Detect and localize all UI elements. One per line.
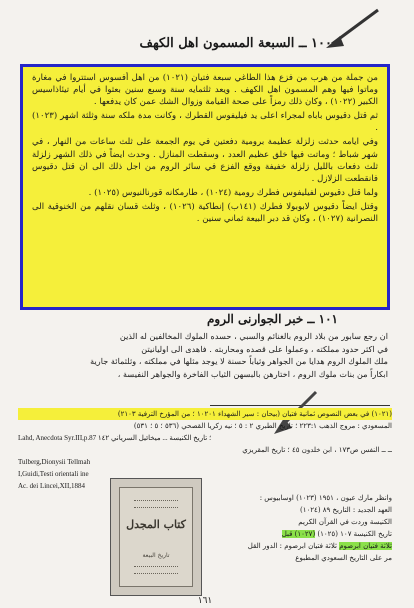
section-heading: ١٠٠ ــ السبعة المسمون اهل الكهف <box>139 36 332 51</box>
highlight-paragraph: وقتل ايضاً دقيوس لابوبولا فطرك (١٤١ب) إنطاكية (١٠٢٦) ، وثلث قسان نقلهم من الخنوقية الى النصرانية (١٠٢٧) ، وكان قد دبر البيعة ثماني سنين . <box>32 201 378 225</box>
highlighted-text <box>32 72 378 302</box>
footnotes <box>18 408 392 590</box>
footnote-line: وانظر مارك عيون ، ١٩٥١ (١٠٢٣) اوسابيوس : <box>259 494 392 502</box>
ornament-bottom <box>134 566 178 574</box>
footnote-line: العهد الجديد : التاريخ ٨٩ (١٠٢٤) <box>300 506 392 514</box>
body-line: في اكثر حدود مملكته ، وعملوا على قصده ومحاربته . فاهدى الى اوليانيتن <box>141 343 388 354</box>
footnote-line: Tulberg,Dionysii Tellmah <box>18 458 91 466</box>
footnote-green-highlight: (١٠٢٧) قبل <box>281 530 316 538</box>
footnote-line: مر على التاريخ السعودي المطبوع <box>295 554 392 562</box>
book-cover-image <box>110 478 202 596</box>
footnote-line-text: تاريخ الكنيسة ١٠٧ (١٠٢٥) <box>317 530 392 538</box>
footnote-line: المسعودي : مروج الذهب ٢٢٣:١ ؛ تاريخ الطبري ٢ : ٥ ؛ نيه زكريا القصحي (٥٣٦ ؛ ٥ ؛ ٥٣١) <box>133 422 392 430</box>
book-cover-title: كتاب المجدل <box>126 518 186 531</box>
body-line: ملك الملوك الروم هدايا من الجواهر وثياباً حسنة لا يوجد مثلها في مملكته ، وثلثمائة جارية <box>90 356 388 367</box>
book-cover-frame <box>119 487 193 587</box>
footnote-line-text: ثلاثة فتيان ابرصوم : الدور القل <box>247 542 337 550</box>
body-text <box>18 330 388 400</box>
footnote-line: Ac. dei Lincei,XII,1884 <box>18 482 86 490</box>
footnote-line: (١٠٢١) في بعض النصوص ثمانية فتيان (بيحان : سير الشهداء ١٠٢٠١ ؛ من المؤرخ الترفية ٢١٠٣) <box>18 408 392 420</box>
book-cover-subtitle: تاريخ البيعة <box>142 552 170 559</box>
footnote-line: ــ ــ النفس ص١٧٣ ، ابن خلدون ٤٥ ؛ تاريخ المقريزي <box>242 446 392 454</box>
footnote-green-highlight: ثلاثة فتيان ابرصوم <box>339 542 392 550</box>
highlight-paragraph: وفي ايامه حدثت زلزلة عظيمة برومية دفعتين في يوم الجمعة على ثلث ساعات من النهار ، في شهر شباط ؛ وماتت فيها خلق عظيم العدد ، وسقطت المنازل . وحدث ايضاً في ذلك الشهر زلزلة ثلث دفعات بالليل زلزلة خفيفة ووقع الفزع في سائر الروم من اجل ذلك الى ان قتل دقيوس فانقطعت الزلازل . <box>32 137 378 184</box>
footnote-line <box>18 540 392 552</box>
highlight-paragraph: ولما قتل دقيوس لفيليفوس فطرك رومية (١٠٢٤) ، طارمكانه قورنالنيوس (١٠٢٥) . <box>88 187 378 198</box>
highlight-paragraph: ثم قتل دقيوس باباه لمجراء اعلى يد فيليفوس القطرك ، وكانت مدة ملكه سنة وثلثة اشهر (١٠٢٣) . <box>32 111 378 134</box>
page-number: ١٦١ <box>197 596 213 606</box>
ornament-top <box>134 500 178 508</box>
section-heading-2: ١٠١ ــ خبر الجوارنى الروم <box>207 312 338 326</box>
footnote-line: I,Guidi,Testi orientali ine <box>18 470 89 478</box>
footnote-line: Lahd, Anecdota Syr.III,p.87 ؛ تاريخ الكنيسة ... ميخائيل السرياني ١٤٢ <box>18 434 212 442</box>
footnote-line: الكنيسة وردت في القرآن الكريم <box>298 518 392 526</box>
body-line: ان رجع سابور من بلاد الروم بالغنائم والسبي ، حسده الملوك المخالفين له الذين <box>119 331 388 341</box>
footnote-line <box>18 528 392 540</box>
highlight-paragraph: من جملة من هرب من فزع هذا الطاغي سبعة فتيان (١٠٢١) من اهل أفسوس استتروا في مغارة وماتوا فيها وهم المسمون اهل الكهف . ويعد ثلثمايه سنة وسبع سنين بعثوا في أيام تيئاذاسيس الكبير (١٠٢٢) ، وكان ذلك رمزاً على صحة القيامة وزوال الشك عمن كان يدفعها . <box>32 73 378 108</box>
body-line: ابكاراً من بنات ملوك الروم ، اختارهن بالبسهن الثياب الفاخرة والجواهر النفيسة ، <box>117 368 388 379</box>
